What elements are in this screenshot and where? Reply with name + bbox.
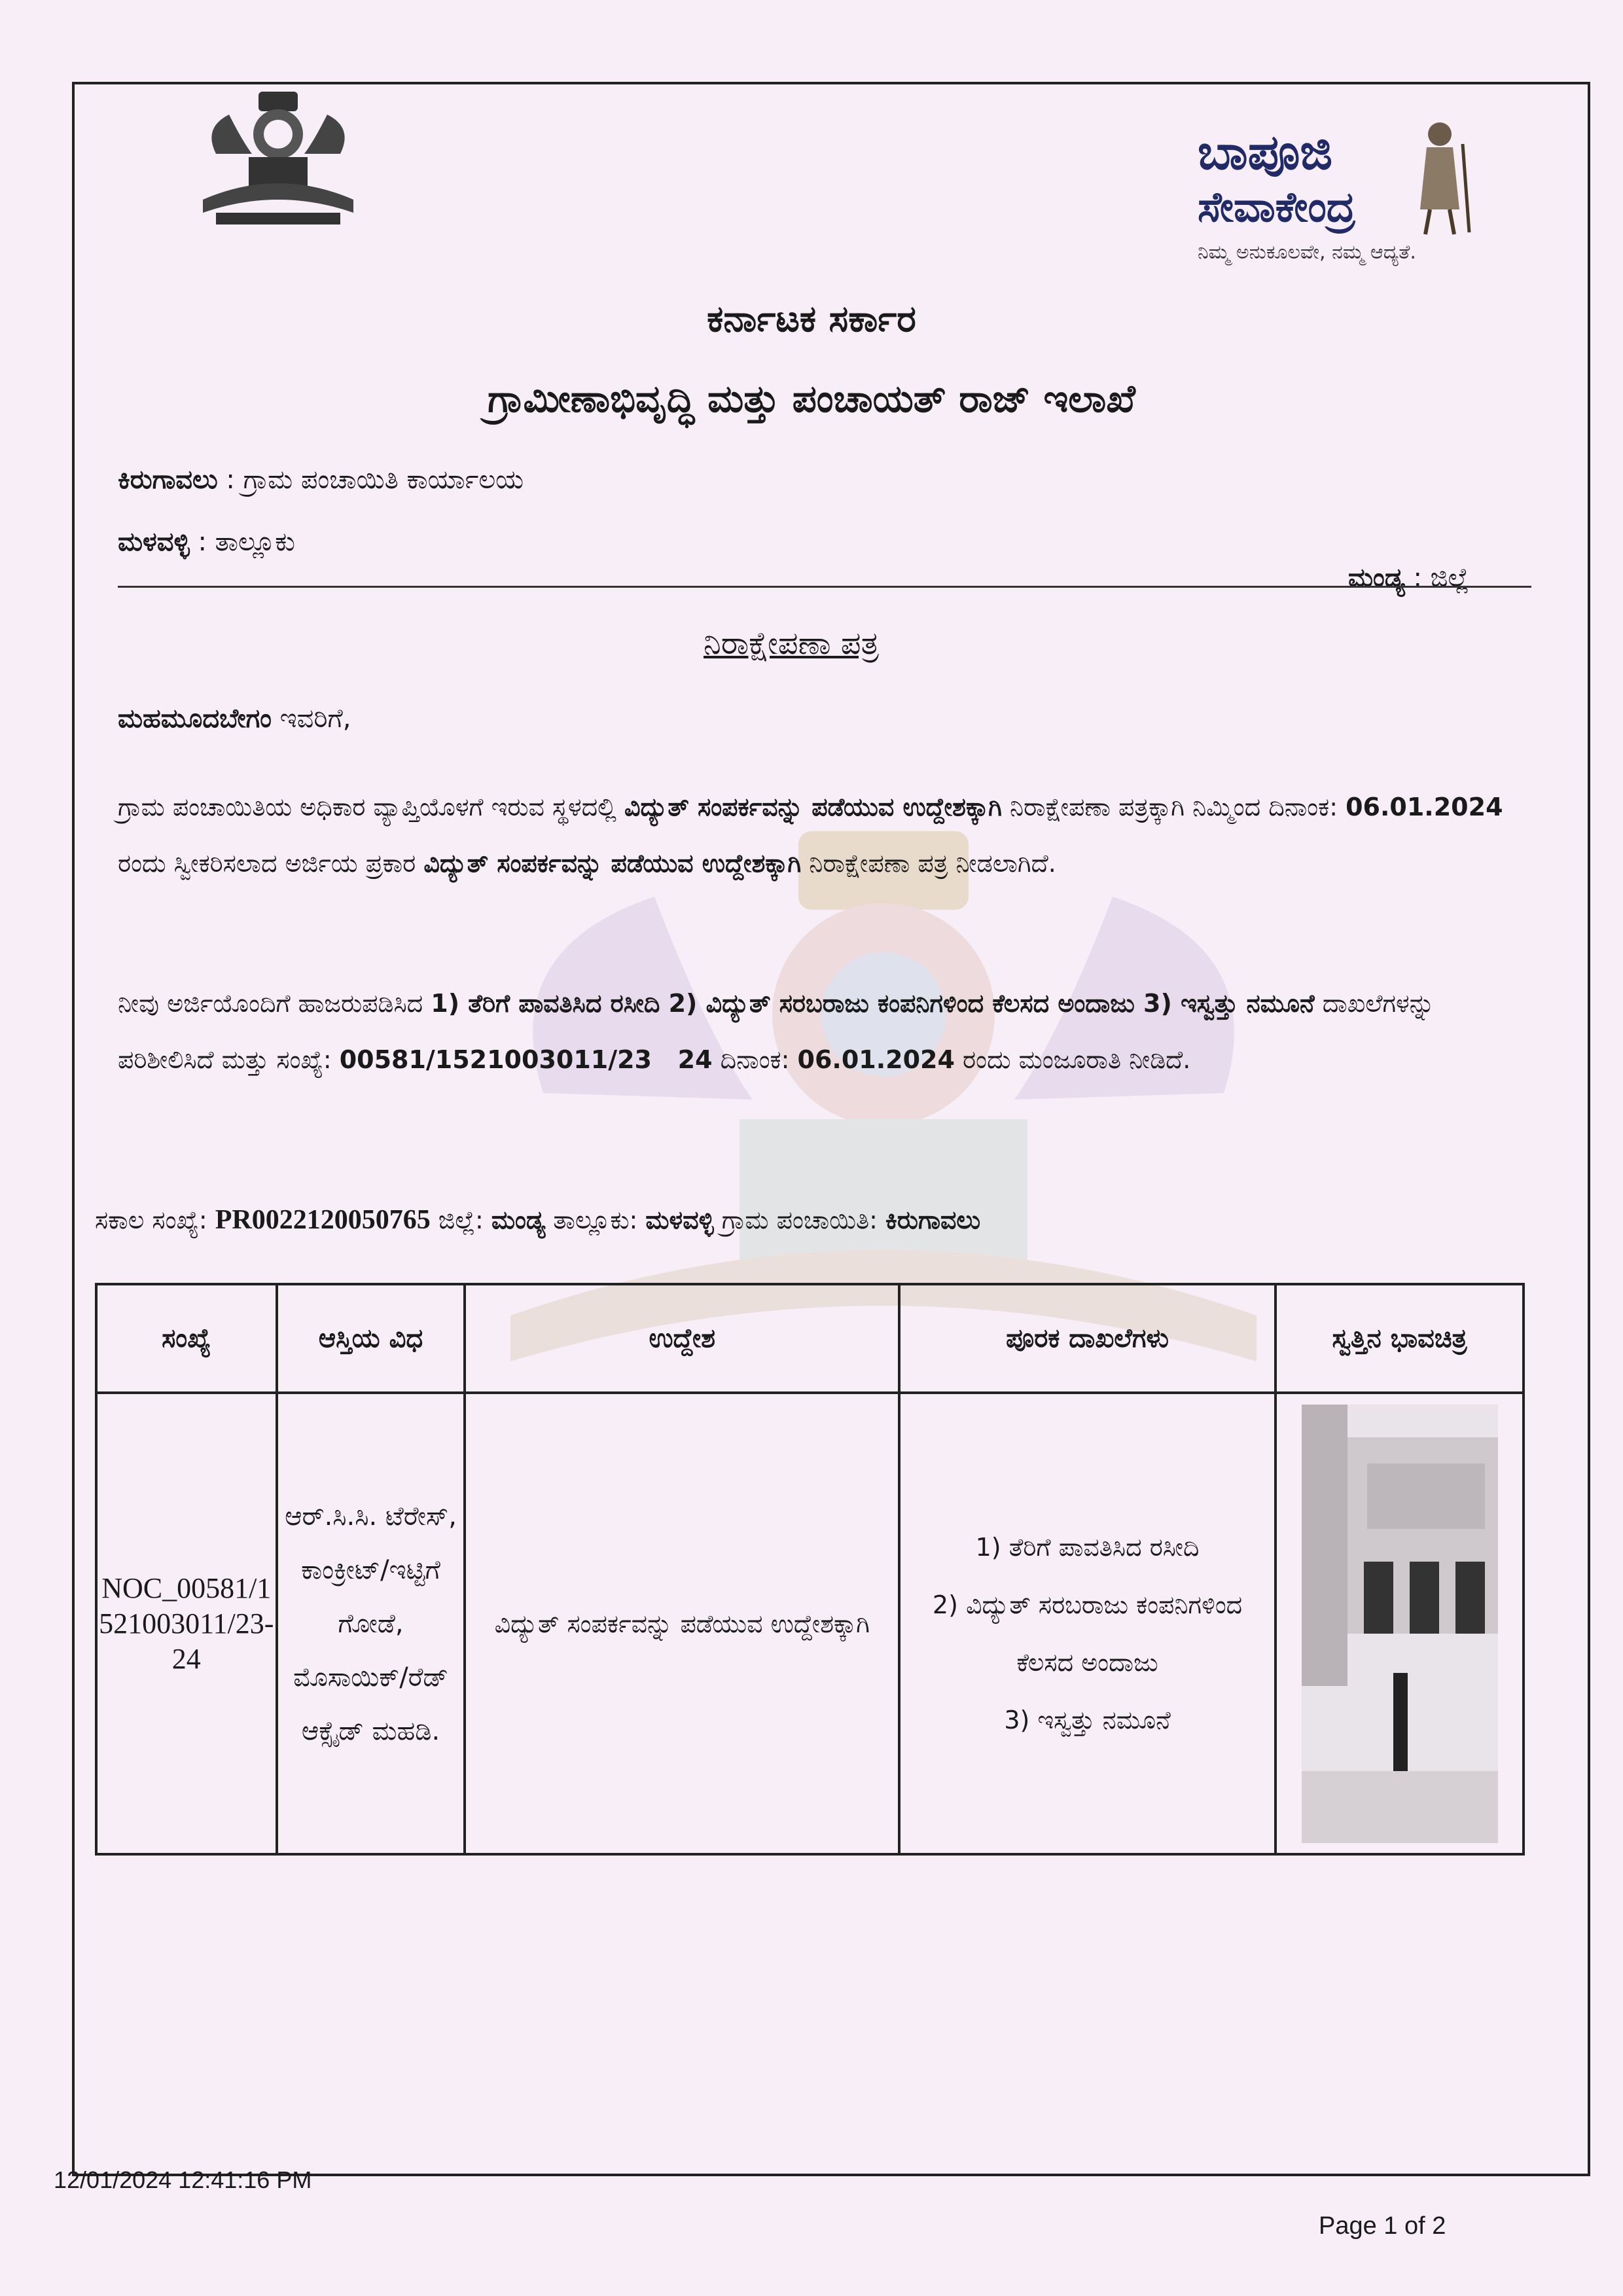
purpose: ವಿದ್ಯುತ್ ಸಂಪರ್ಕವನ್ನು ಪಡೆಯುವ ಉದ್ದೇಶಕ್ಕಾಗಿ bbox=[465, 1393, 899, 1854]
page-number: Page 1 of 2 bbox=[1319, 2212, 1446, 2240]
taluk-label: : ತಾಲ್ಲೂಕು bbox=[189, 527, 295, 557]
office-line bbox=[118, 465, 524, 495]
gandhi-figure-icon bbox=[1394, 118, 1486, 236]
village-name: ಕಿರುಗಾವಲು bbox=[118, 465, 218, 495]
document-item: 3) ಇಸ್ವತ್ತು ನಮೂನೆ bbox=[1004, 1705, 1171, 1734]
para2-text-1: ನೀವು ಅರ್ಜಿಯೊಂದಿಗೆ ಹಾಜರುಪಡಿಸಿದ bbox=[118, 989, 431, 1018]
header-purpose: ಉದ್ದೇಶ bbox=[465, 1284, 899, 1393]
para1-bold-2: ವಿದ್ಯುತ್ ಸಂಪರ್ಕವನ್ನು ಪಡೆಯುವ ಉದ್ದೇಶಕ್ಕಾಗಿ bbox=[423, 849, 802, 878]
karnataka-emblem-icon bbox=[190, 88, 366, 229]
district-line bbox=[1348, 563, 1469, 593]
para2-number: 00581/1521003011/23 24 bbox=[339, 1045, 713, 1074]
district-name: ಮಂಡ್ಯ bbox=[1348, 563, 1405, 593]
addressee-suffix: ಇವರಿಗೆ, bbox=[271, 704, 351, 734]
property-photo bbox=[1302, 1405, 1498, 1843]
government-title: ಕರ್ನಾಟಕ ಸರ್ಕಾರ bbox=[707, 298, 916, 340]
header-number: ಸಂಖ್ಯೆ bbox=[96, 1284, 277, 1393]
addressee-line bbox=[118, 704, 351, 734]
document-item: 1) ತೆರಿಗೆ ಪಾವತಿಸಿದ ರಸೀದಿ bbox=[975, 1532, 1200, 1562]
para1-text-4: ನಿರಾಕ್ಷೇಪಣಾ ಪತ್ರ ನೀಡಲಾಗಿದೆ. bbox=[801, 849, 1056, 878]
para2-text-4: ರಂದು ಮಂಜೂರಾತಿ ನೀಡಿದೆ. bbox=[954, 1045, 1191, 1074]
para2-date: 06.01.2024 bbox=[797, 1045, 955, 1074]
para1-date: 06.01.2024 bbox=[1346, 793, 1503, 821]
para1-text-1: ಗ್ರಾಮ ಪಂಚಾಯಿತಿಯ ಅಧಿಕಾರ ವ್ಯಾಪ್ತಿಯೊಳಗೆ ಇರುವ ಸ್ಥಳದಲ್ಲಿ bbox=[118, 793, 624, 821]
sakala-gp-label: ಗ್ರಾಮ ಪಂಚಾಯಿತಿ: bbox=[713, 1206, 886, 1234]
sakala-number: PR0022120050765 bbox=[215, 1205, 431, 1235]
header-property-type: ಆಸ್ತಿಯ ವಿಧ bbox=[277, 1284, 465, 1393]
paragraph-1 bbox=[118, 779, 1531, 891]
table-row bbox=[96, 1393, 1524, 1854]
para1-bold-1: ವಿದ್ಯುತ್ ಸಂಪರ್ಕವನ್ನು ಪಡೆಯುವ ಉದ್ದೇಶಕ್ಕಾಗಿ bbox=[624, 793, 1002, 821]
para2-bold-1: 1) ತೆರಿಗೆ ಪಾವತಿಸಿದ ರಸೀದಿ 2) ವಿದ್ಯುತ್ ಸರಬರಾಜು ಕಂಪನಿಗಳಿಂದ ಕೆಲಸದ ಅಂದಾಜು 3) ಇಸ್ವತ್ತು ನಮೂನೆ bbox=[431, 989, 1315, 1018]
supporting-documents bbox=[899, 1393, 1275, 1854]
sakala-district: ಮಂಡ್ಯ bbox=[491, 1206, 546, 1234]
header-photo: ಸ್ವತ್ತಿನ ಭಾವಚಿತ್ರ bbox=[1275, 1284, 1524, 1393]
para2-text-2: ದಾಖಲೆಗಳನ್ನು ಪರಿಶೀಲಿಸಿದೆ ಮತ್ತು ಸಂಖ್ಯೆ: bbox=[118, 989, 1435, 1074]
property-type: ಆರ್.ಸಿ.ಸಿ. ಟೆರೇಸ್, ಕಾಂಕ್ರೀಟ್/ಇಟ್ಟಿಗೆ ಗೋಡೆ, ಮೊಸಾಯಿಕ್/ರೆಡ್ ಆಕ್ಸೈಡ್ ಮಹಡಿ. bbox=[277, 1393, 465, 1854]
table-header-row bbox=[96, 1284, 1524, 1393]
noc-number: NOC_00581/1521003011/23-24 bbox=[96, 1393, 277, 1854]
department-title: ಗ್ರಾಮೀಣಾಭಿವೃದ್ಧಿ ಮತ್ತು ಪಂಚಾಯತ್ ರಾಜ್ ಇಲಾಖೆ bbox=[488, 376, 1135, 421]
sakala-label: ಸಕಾಲ ಸಂಖ್ಯೆ: bbox=[95, 1206, 215, 1234]
logo-tagline: ನಿಮ್ಮ ಅನುಕೂಲವೇ, ನಮ್ಮ ಆದ್ಯತೆ. bbox=[1198, 241, 1416, 264]
photo-cell bbox=[1275, 1393, 1524, 1854]
logo-subtitle: ಸೇವಾಕೇಂದ್ರ bbox=[1198, 183, 1355, 232]
para2-text-3: ದಿನಾಂಕ: bbox=[712, 1045, 798, 1074]
taluk-name: ಮಳವಳ್ಳಿ bbox=[118, 527, 190, 557]
sakala-taluk-label: ತಾಲ್ಲೂಕು: bbox=[545, 1206, 646, 1234]
header-rule bbox=[118, 586, 1531, 588]
document-item: 2) ವಿದ್ಯುತ್ ಸರಬರಾಜು ಕಂಪನಿಗಳಿಂದ ಕೆಲಸದ ಅಂದಾಜು bbox=[932, 1590, 1243, 1677]
addressee-name: ಮಹಮೂದಬೇಗಂ bbox=[118, 704, 272, 734]
para1-text-2: ನಿರಾಕ್ಷೇಪಣಾ ಪತ್ರಕ್ಕಾಗಿ ನಿಮ್ಮಿಂದ ದಿನಾಂಕ: bbox=[1001, 793, 1346, 821]
logo-name: ಬಾಪೂಜಿ bbox=[1198, 124, 1333, 181]
sakala-line bbox=[95, 1204, 980, 1236]
sakala-district-label: ಜಿಲ್ಲೆ: bbox=[430, 1206, 491, 1234]
bapuji-logo bbox=[1198, 124, 1479, 281]
district-label: : ಜಿಲ್ಲೆ bbox=[1404, 563, 1469, 593]
sakala-taluk: ಮಳವಳ್ಳಿ bbox=[645, 1206, 714, 1234]
office-label: : ಗ್ರಾಮ ಪಂಚಾಯಿತಿ ಕಾರ್ಯಾಲಯ bbox=[217, 465, 524, 495]
noc-table bbox=[95, 1283, 1525, 1856]
paragraph-2 bbox=[118, 975, 1531, 1088]
header-documents: ಪೂರಕ ದಾಖಲೆಗಳು bbox=[899, 1284, 1275, 1393]
para1-text-3: ರಂದು ಸ್ವೀಕರಿಸಲಾದ ಅರ್ಜಿಯ ಪ್ರಕಾರ bbox=[118, 849, 424, 878]
footer-timestamp: 12/01/2024 12:41:16 PM bbox=[54, 2166, 312, 2193]
taluk-line bbox=[118, 527, 295, 557]
document-title: ನಿರಾಕ್ಷೇಪಣಾ ಪತ್ರ bbox=[704, 625, 880, 662]
sakala-gp: ಕಿರುಗಾವಲು bbox=[885, 1206, 981, 1234]
